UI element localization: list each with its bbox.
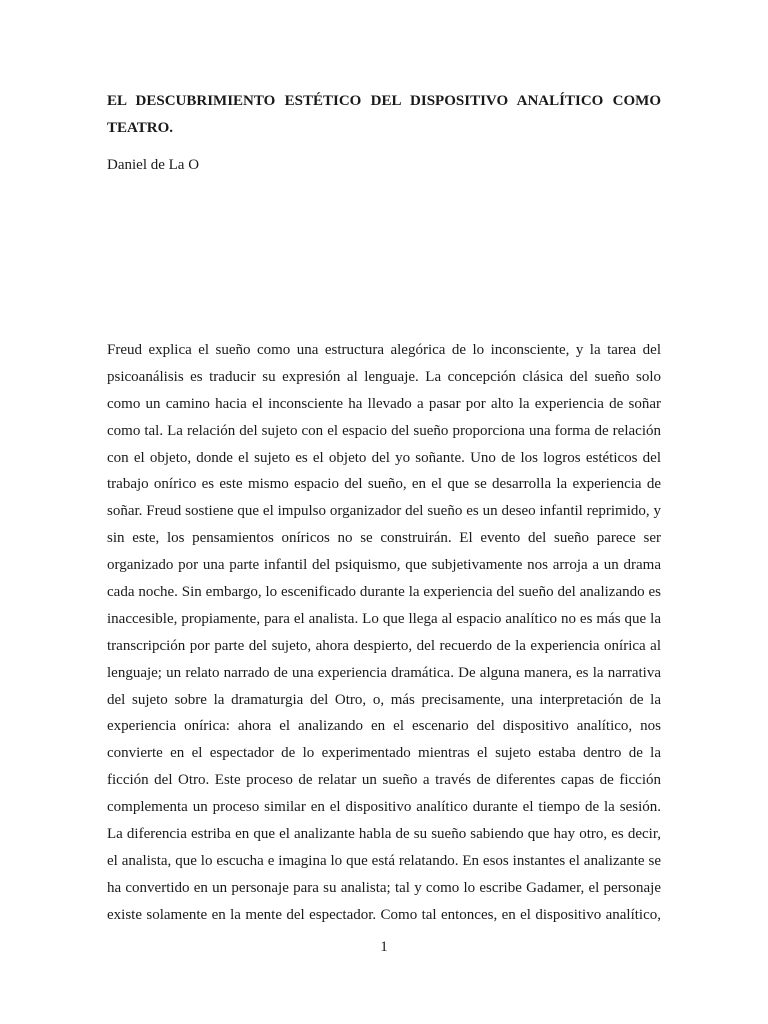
body-line: inaccesible, propiamente, para el analista. Lo que llega al espacio analítico no es más que la [107, 610, 661, 627]
body-line: existe solamente en la mente del espectador. Como tal entonces, en el dispositivo analítico, [107, 906, 661, 923]
body-line: convierte en el espectador de lo experimentado mientras el sujeto estaba dentro de la [107, 745, 661, 762]
body-line: ha convertido en un personaje para su analista; tal y como lo escribe Gadamer, el personaje [107, 879, 661, 896]
body-paragraph [107, 337, 661, 929]
body-line: el analista, que lo escucha e imagina lo que está relatando. En esos instantes el analizante se [107, 852, 661, 869]
body-line: como un camino hacia el inconsciente ha llevado a pasar por alto la experiencia de soñar [107, 395, 661, 412]
body-line: La diferencia estriba en que el analizante habla de su sueño sabiendo que hay otro, es decir, [107, 826, 661, 843]
document-author: Daniel de La O [107, 157, 200, 173]
document-title: EL DESCUBRIMIENTO ESTÉTICO DEL DISPOSITIVO ANALÍTICO COMO TEATRO. [107, 93, 661, 136]
body-line: Freud explica el sueño como una estructura alegórica de lo inconsciente, y la tarea del [107, 342, 661, 358]
body-line: transcripción por parte del sujeto, ahora despierto, del recuerdo de la experiencia onírica al [107, 637, 661, 654]
body-line: psicoanálisis es traducir su expresión al lenguaje. La concepción clásica del sueño solo [107, 368, 661, 385]
body-line: trabajo onírico es este mismo espacio del sueño, en el que se desarrolla la experiencia de [107, 476, 661, 493]
body-line: soñar. Freud sostiene que el impulso organizador del sueño es un deseo infantil reprimido, y [107, 503, 661, 520]
page-number: 1 [380, 939, 388, 955]
body-line: ficción del Otro. Este proceso de relatar un sueño a través de diferentes capas de ficción [107, 772, 661, 789]
body-line: sin este, los pensamientos oníricos no se construirán. El evento del sueño parece ser [107, 530, 661, 547]
body-line: del sujeto sobre la dramaturgia del Otro, o, más precisamente, una interpretación de la [107, 691, 661, 708]
body-line: experiencia onírica: ahora el analizando en el escenario del dispositivo analítico, nos [107, 718, 661, 735]
body-line: lenguaje; un relato narrado de una experiencia dramática. De alguna manera, es la narrativa [107, 664, 661, 681]
body-line: organizado por una parte infantil del psiquismo, que subjetivamente nos arroja a un drama [107, 557, 661, 574]
body-line: como tal. La relación del sujeto con el espacio del sueño proporciona una forma de relación [107, 422, 661, 439]
body-line: con el objeto, donde el sujeto es el objeto del yo soñante. Uno de los logros estéticos del [107, 449, 661, 466]
body-line: complementa un proceso similar en el dispositivo analítico durante el tiempo de la sesión. [107, 799, 661, 816]
body-line: cada noche. Sin embargo, lo escenificado durante la experiencia del sueño del analizando es [107, 584, 661, 601]
